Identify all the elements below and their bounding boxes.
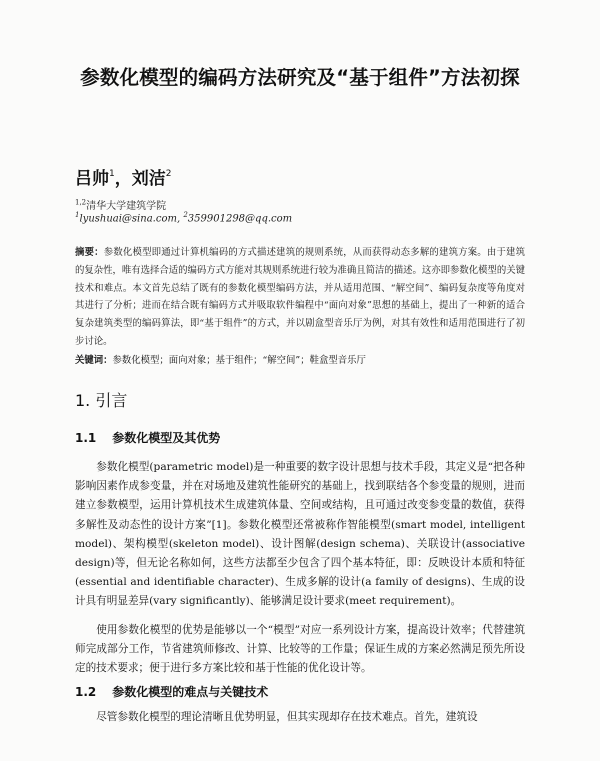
abstract-label: 摘要： [75,247,104,258]
subsection-number: 1.2 [75,685,97,699]
author-name: 吕帅 [75,169,109,189]
paper-title: 参数化模型的编码方法研究及“基于组件”方法初探 [80,66,520,89]
body-paragraph: 使用参数化模型的优势是能够以一个“模型”对应一系列设计方案，提高设计效率；代替建筑师完成部分工作，节省建筑师修改、计算、比较等的工作量；保证生成的方案必然满足预先所设定的技术要求；便于进行多方案比较和基于性能的优化设计等。 [75,624,525,675]
affiliation-superscript: 1,2 [75,198,87,207]
subsection-heading [75,683,268,700]
author-separator: ， [114,169,132,189]
keywords-text: 参数化模型；面向对象；基于组件；“解空间”；鞋盒型音乐厅 [112,355,366,366]
email-address: 359901298@qq.com [187,213,293,225]
affiliation [75,197,166,212]
body-paragraph: 尽管参数化模型的理论清晰且优势明显，但其实现却存在技术难点。首先，建筑设 [96,711,478,723]
abstract [75,244,525,351]
body-paragraph: 参数化模型(parametric model)是一种重要的数字设计思想与技术手段，其定义是“把各种影响因素作成参变量，并在对场地及建筑性能研究的基础上，找到联结各个参变量的规则，进而建立参数模型，运用计算机技术生成建筑体量、空间或结构，且可通过改变参变量的数值，获得多解性及动态性的设计方案”[1]。参数化模型还常被称作智能模型(smart model, intelligent model)、架构模型(skeleton model)、设计图解(design schema)、关联设计(associative design)等，但无论名称如何，这些方法都至少包含了四个基本特征，即：反映设计本质和特征(essential and identifiable character)、生成多解的设计(a family of designs)、生成的设计具有明显差异(vary significantly)、能够满足设计要求(meet requirement)。 [75,461,525,608]
email-superscript: 2 [183,211,188,219]
author-name: 刘洁 [131,169,166,189]
author-line [75,164,171,189]
email-address: lyushuai@sina.com, [79,213,184,225]
section-number: 1. [75,391,91,410]
subsection-title: 参数化模型的难点与关键技术 [112,685,269,699]
email-line [75,211,292,224]
affiliation-text: 清华大学建筑学院 [86,201,167,212]
keywords-label: 关键词： [75,355,113,366]
subsection-heading [75,429,220,446]
subsection-title: 参数化模型及其优势 [112,431,221,445]
author-superscript: 1 [109,169,115,180]
email-superscript: 1 [75,211,80,219]
author-superscript: 2 [165,169,172,180]
section-title: 引言 [95,391,128,410]
keywords [75,353,525,369]
section-heading [75,388,127,411]
abstract-text: 参数化模型即通过计算机编码的方式描述建筑的规则系统，从而获得动态多解的建筑方案。由于建筑的复杂性，唯有选择合适的编码方式方能对其规则系统进行较为准确且简洁的描述。这亦即参数化模型的关键技术和难点。本文首先总结了既有的参数化模型编码方法，并从适用范围、“解空间”、编码复杂度等角度对其进行了分析；进而在结合既有编码方式并吸取软件编程中“面向对象”思想的基础上，提出了一种新的适合复杂建筑类型的编码算法，即“基于组件”的方式，并以剧盒型音乐厅为例，对其有效性和适用范围进行了初步讨论。 [75,247,526,347]
subsection-number: 1.1 [75,431,97,445]
